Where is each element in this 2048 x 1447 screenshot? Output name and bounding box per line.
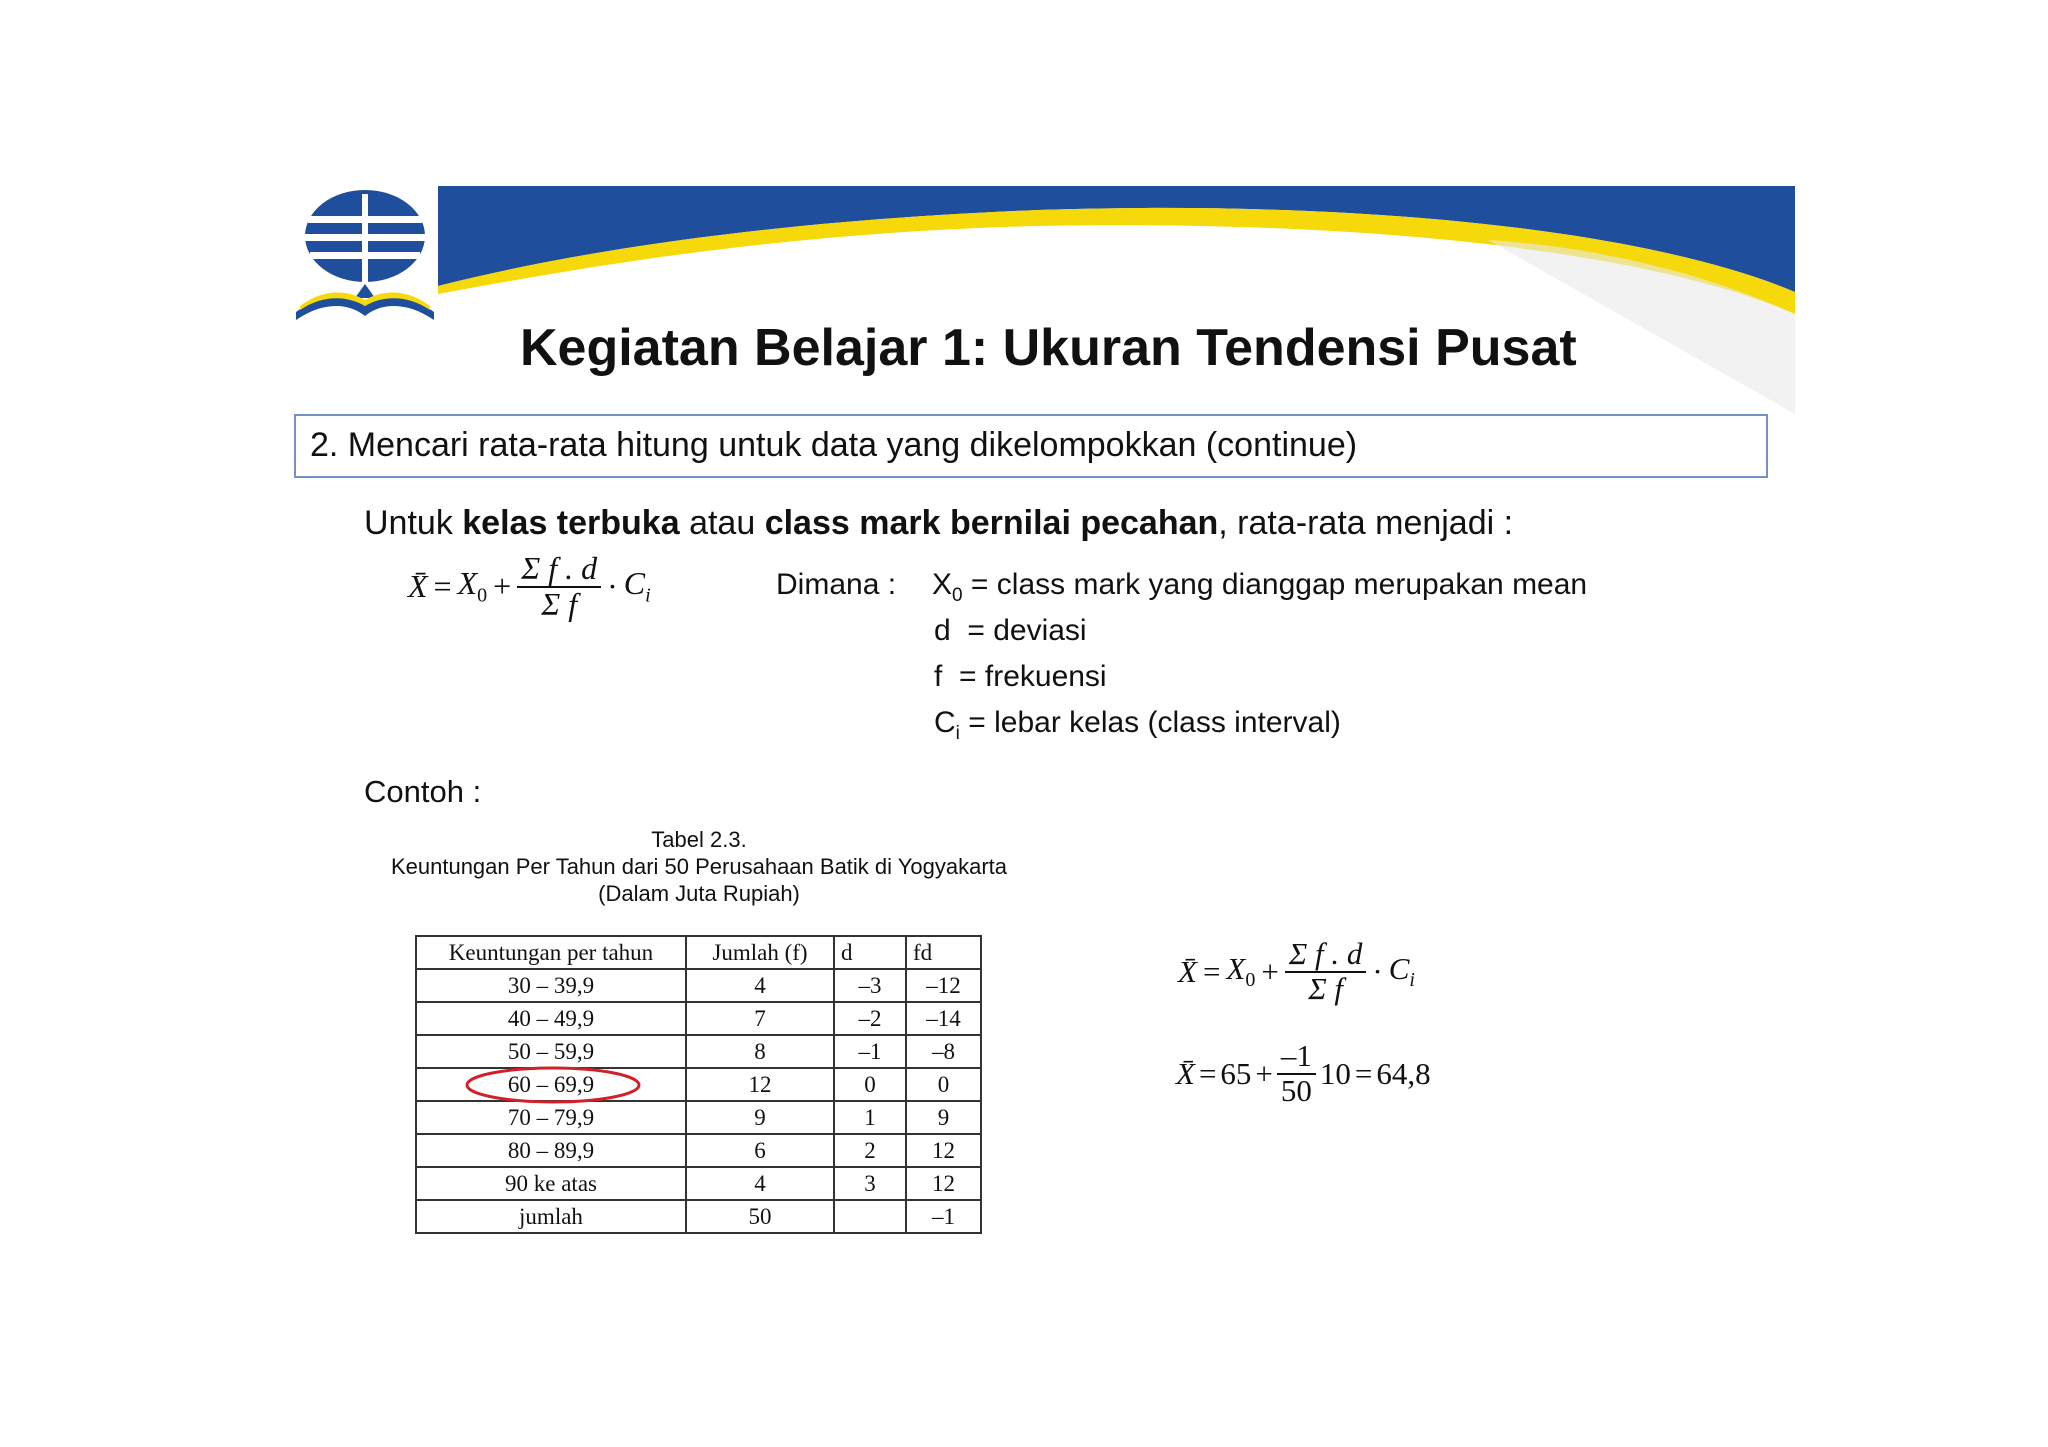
cell-d: –1 — [834, 1035, 906, 1068]
formula-x0: $X_0$ — [457, 565, 488, 607]
table-row — [416, 1035, 981, 1068]
dimana-label: Dimana : — [776, 568, 897, 601]
cell-fd: –12 — [906, 969, 981, 1002]
table-header-row — [416, 936, 981, 969]
solution-eq: = — [1198, 1055, 1217, 1091]
intro-text — [364, 504, 1513, 543]
cell-total-label: jumlah — [416, 1200, 686, 1233]
cell-class: 40 – 49,9 — [416, 1002, 686, 1035]
cell-f: 6 — [686, 1134, 834, 1167]
cell-d: –2 — [834, 1002, 906, 1035]
solution-fraction — [1277, 1040, 1316, 1107]
cell-f: 4 — [686, 1167, 834, 1200]
cell-f: 7 — [686, 1002, 834, 1035]
col-header-d: d — [834, 936, 906, 969]
page-title: Kegiatan Belajar 1: Ukuran Tendensi Pusat — [520, 319, 1577, 377]
cell-d: 1 — [834, 1101, 906, 1134]
solution-eq2: = — [1354, 1055, 1373, 1091]
cell-class: 30 – 39,9 — [416, 969, 686, 1002]
formula-fraction — [517, 552, 601, 621]
cell-class: 70 – 79,9 — [416, 1101, 686, 1134]
formula2-dot: · — [1372, 953, 1383, 989]
formula2-x0: $X_0$ — [1226, 950, 1256, 992]
table-title: Tabel 2.3. — [651, 827, 747, 852]
formula-dot: · — [607, 568, 618, 605]
col-header-profit: Keuntungan per tahun — [416, 936, 686, 969]
table-row-highlighted — [416, 1068, 981, 1101]
table-row — [416, 1167, 981, 1200]
solution-result: 64,8 — [1376, 1055, 1431, 1091]
intro-bold-open-class: kelas terbuka — [462, 504, 680, 542]
intro-suffix: , rata-rata menjadi : — [1218, 504, 1514, 542]
col-header-fd: fd — [906, 936, 981, 969]
solution-denominator: 50 — [1280, 1072, 1312, 1108]
formula-plus: + — [493, 568, 512, 605]
header-banner — [438, 186, 1795, 414]
cell-f: 12 — [686, 1068, 834, 1101]
cell-d: –3 — [834, 969, 906, 1002]
definition-d: d = deviasi — [934, 614, 1087, 647]
solution-plus: + — [1255, 1055, 1273, 1091]
mean-formula — [408, 552, 651, 621]
cell-fd: 12 — [906, 1167, 981, 1200]
table-row — [416, 1002, 981, 1035]
formula-eq: = — [433, 568, 452, 605]
formula-numerator: Σ f . d — [517, 552, 601, 588]
cell-class: 80 – 89,9 — [416, 1134, 686, 1167]
cell-class-highlighted: 60 – 69,9 — [416, 1068, 686, 1101]
formula2-eq: = — [1202, 953, 1221, 989]
ut-logo — [292, 188, 438, 328]
formula2-fraction — [1285, 938, 1367, 1005]
formula2-numerator: Σ f . d — [1285, 938, 1367, 973]
example-label: Contoh : — [364, 774, 482, 809]
cell-fd: 12 — [906, 1134, 981, 1167]
table-caption — [370, 826, 1028, 907]
formula2-plus: + — [1261, 953, 1279, 989]
solution-numerator: –1 — [1277, 1040, 1316, 1075]
table-unit: (Dalam Juta Rupiah) — [598, 881, 800, 906]
formula2-lhs: X̄ — [1178, 953, 1197, 989]
formula2-ci: $C_i$ — [1388, 950, 1415, 992]
definition-f: f = frekuensi — [934, 660, 1107, 693]
solution-ci: 10 — [1319, 1055, 1351, 1091]
cell-f: 9 — [686, 1101, 834, 1134]
mean-formula-example — [1178, 938, 1415, 1005]
profit-table — [415, 935, 982, 1234]
cell-fd: –14 — [906, 1002, 981, 1035]
solution-lhs: X̄ — [1176, 1055, 1195, 1091]
cell-total-fd: –1 — [906, 1200, 981, 1233]
highlight-circle — [465, 1066, 641, 1104]
table-row — [416, 1134, 981, 1167]
formula-ci: $C_i$ — [623, 565, 651, 607]
cell-class: 90 ke atas — [416, 1167, 686, 1200]
cell-fd: 0 — [906, 1068, 981, 1101]
col-header-count: Jumlah (f) — [686, 936, 834, 969]
table-subtitle: Keuntungan Per Tahun dari 50 Perusahaan Batik di Yogyakarta — [390, 854, 1008, 879]
definition-ci: $C_i$ = lebar kelas (class interval) — [934, 706, 1341, 744]
cell-class: 50 – 59,9 — [416, 1035, 686, 1068]
cell-total-d — [834, 1200, 906, 1233]
intro-bold-class-mark: class mark bernilai pecahan — [764, 504, 1219, 542]
cell-f: 8 — [686, 1035, 834, 1068]
mean-solution — [1176, 1040, 1431, 1107]
table-total-row — [416, 1200, 981, 1233]
definition-x0: $X_0$ = class mark yang dianggap merupakan mean — [932, 568, 1588, 606]
cell-fd: 9 — [906, 1101, 981, 1134]
cell-d: 2 — [834, 1134, 906, 1167]
intro-prefix: Untuk — [364, 504, 463, 542]
solution-x0: 65 — [1220, 1055, 1252, 1091]
intro-middle: atau — [679, 504, 765, 542]
cell-fd: –8 — [906, 1035, 981, 1068]
formula-denominator: Σ f — [541, 585, 578, 622]
table-row — [416, 969, 981, 1002]
table-row — [416, 1101, 981, 1134]
formula2-denominator: Σ f — [1308, 970, 1344, 1006]
cell-f: 4 — [686, 969, 834, 1002]
cell-d: 0 — [834, 1068, 906, 1101]
section-heading: 2. Mencari rata-rata hitung untuk data yang dikelompokkan (continue) — [310, 426, 1358, 464]
cell-d: 3 — [834, 1167, 906, 1200]
formula-lhs: X̄ — [408, 568, 428, 605]
cell-total-f: 50 — [686, 1200, 834, 1233]
